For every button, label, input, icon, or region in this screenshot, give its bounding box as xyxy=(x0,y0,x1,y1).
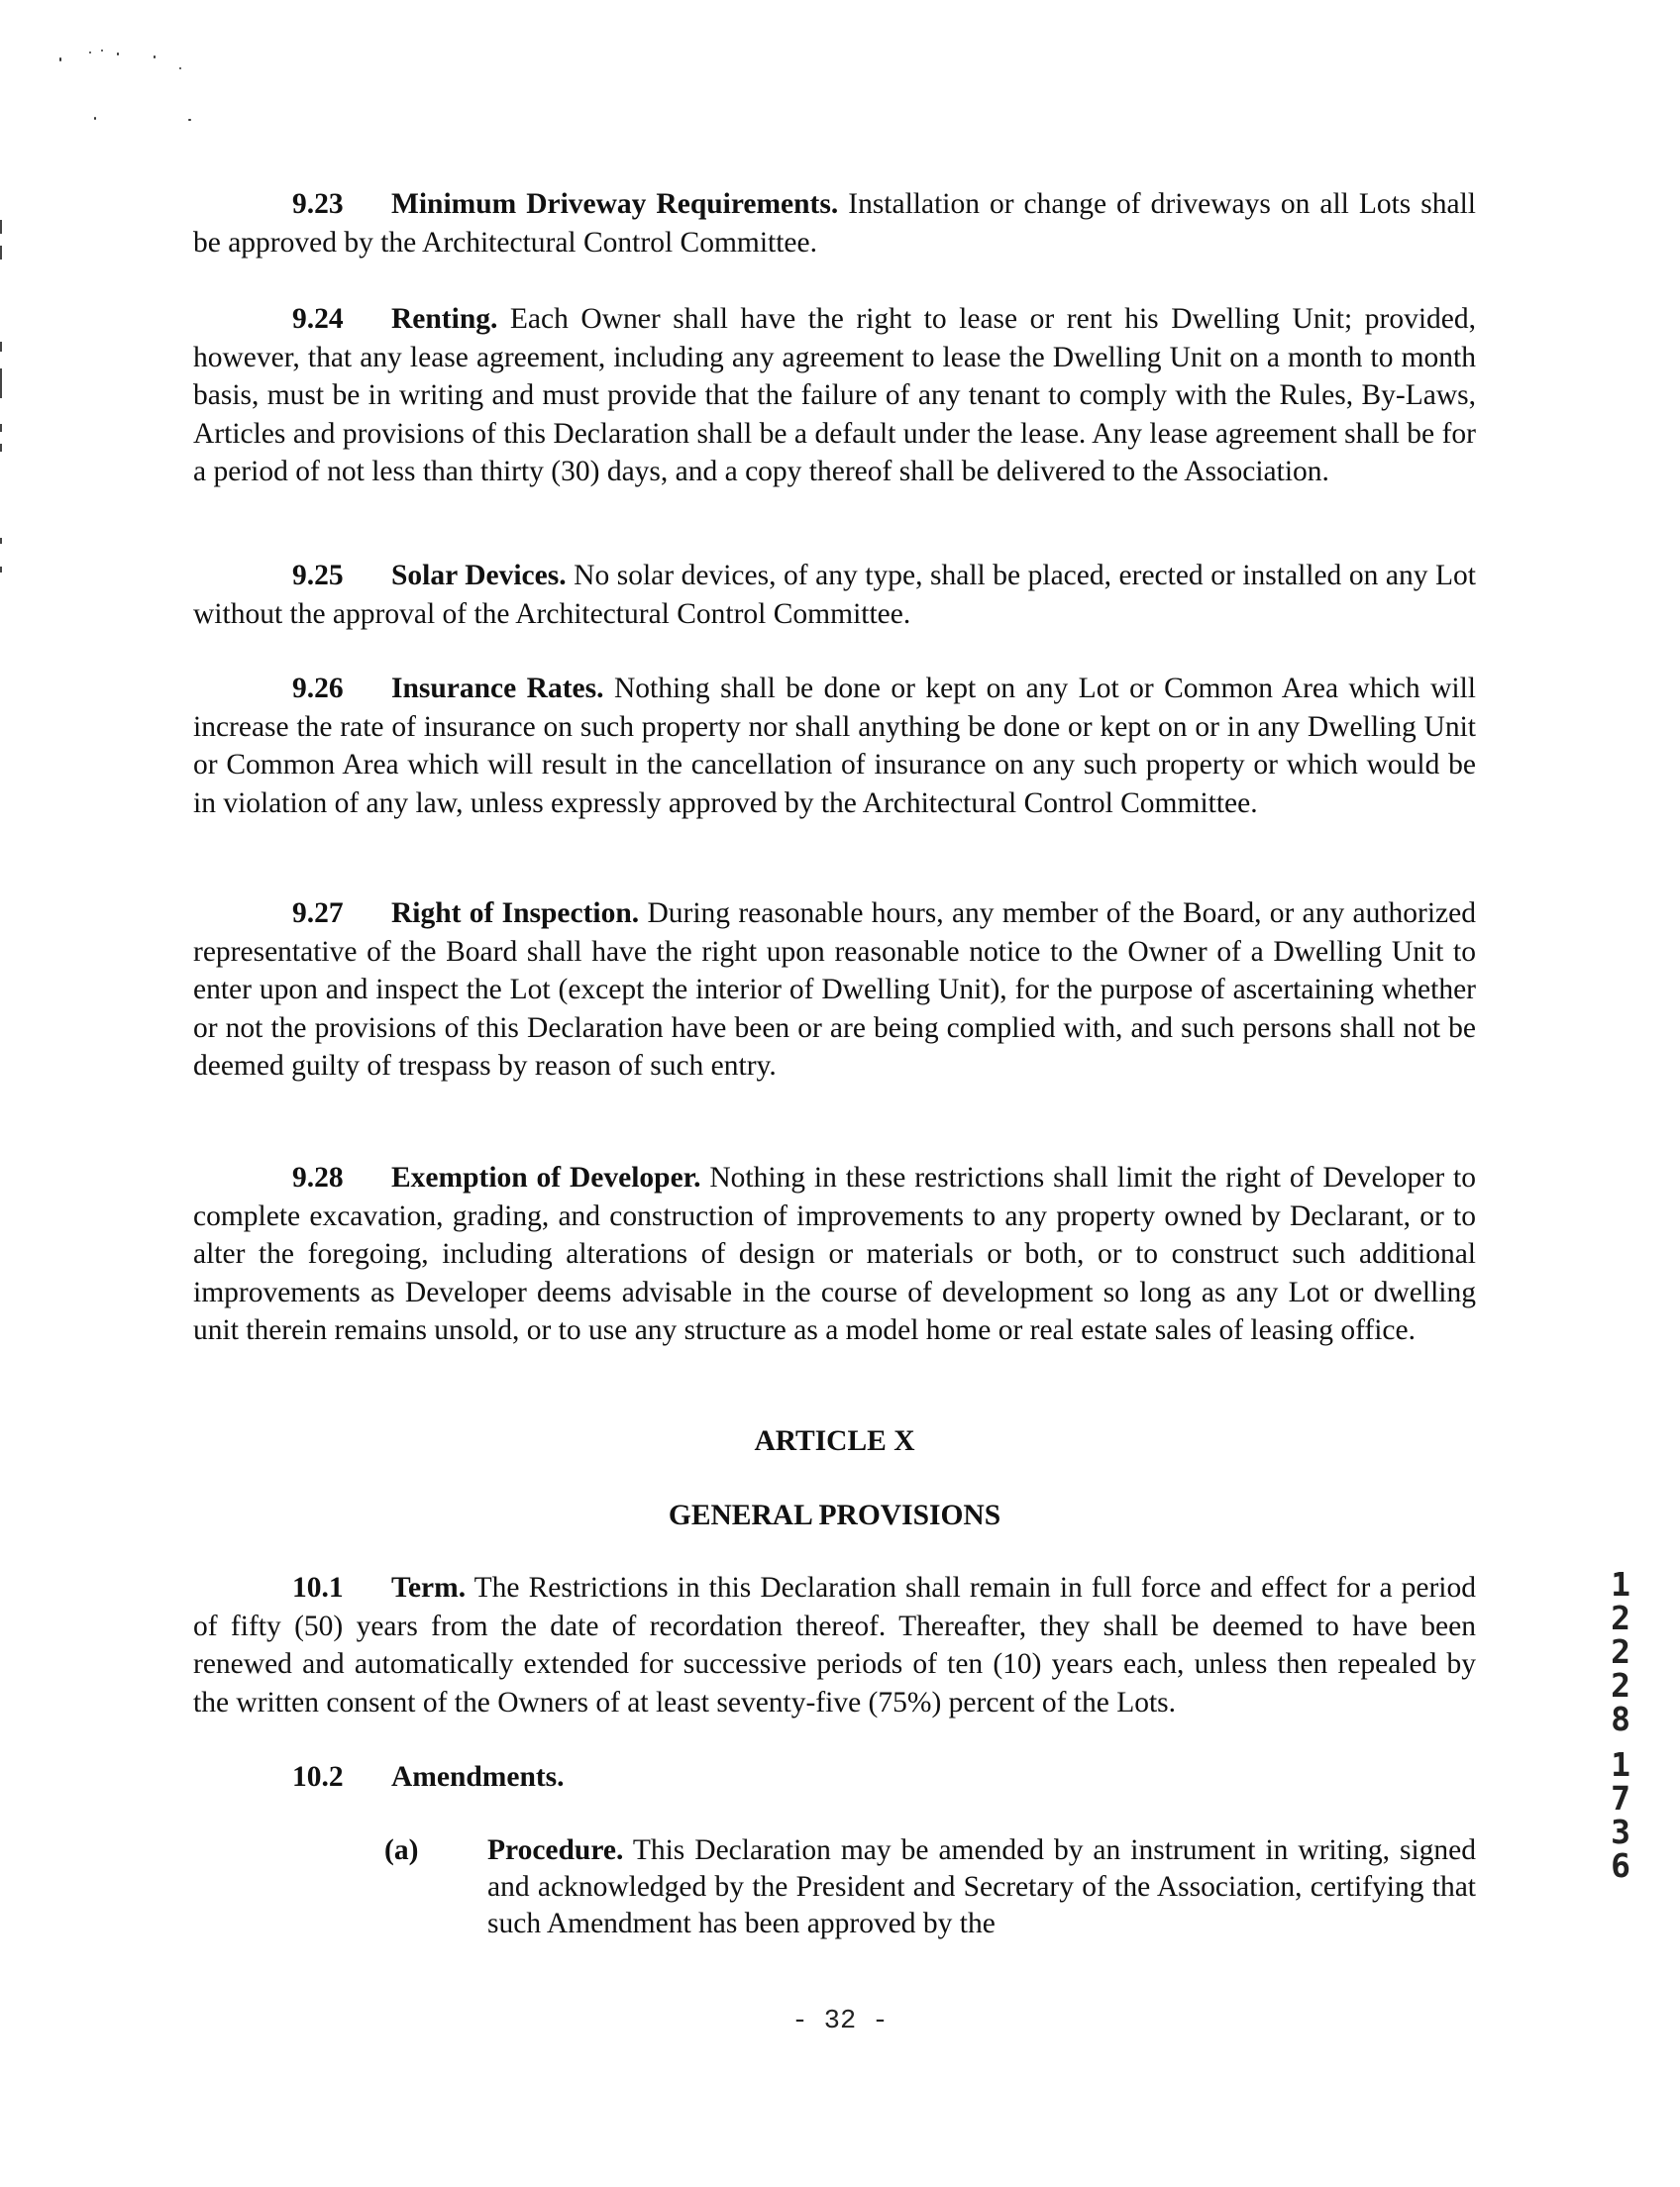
scan-speck xyxy=(89,52,91,53)
scan-speck xyxy=(154,55,156,58)
section-title: Minimum Driveway Requirements. xyxy=(391,188,839,220)
scan-edge-mark xyxy=(0,246,2,260)
section-10-2 xyxy=(292,1758,1476,1796)
section-number: 9.25 xyxy=(292,560,344,591)
scan-edge-mark xyxy=(0,444,2,452)
section-text: Installation or change of driveways on all Lots shall be approved by the Architectural Control Committee. xyxy=(193,188,1476,259)
scan-edge-mark xyxy=(0,220,2,234)
stamp-digit: 3 xyxy=(1611,1813,1630,1851)
section-number: 9.26 xyxy=(292,673,344,704)
stamp-digit: 6 xyxy=(1611,1846,1630,1885)
section-number: 10.1 xyxy=(292,1572,344,1604)
scan-edge-mark xyxy=(0,538,2,544)
scan-speck xyxy=(188,119,191,121)
section-text: No solar devices, of any type, shall be placed, erected or installed on any Lot without the approval of the Architectural Control Committee. xyxy=(193,560,1476,630)
article-title: ARTICLE X xyxy=(754,1425,915,1457)
scan-speck xyxy=(59,57,61,61)
section-title: Right of Inspection. xyxy=(391,897,640,929)
section-title: Solar Devices. xyxy=(391,560,567,591)
section-title: Amendments. xyxy=(391,1761,565,1793)
section-number: 9.24 xyxy=(292,303,344,335)
stamp-digit: 1 xyxy=(1611,1565,1630,1604)
stamp-digit: 1 xyxy=(1611,1745,1630,1784)
article-subtitle: GENERAL PROVISIONS xyxy=(668,1500,1001,1531)
section-text: Each Owner shall have the right to lease or rent his Dwelling Unit; provided, however, that any lease agreement, including any agreement to lease the Dwelling Unit on a month to month basis, must be in writing and must provide that the failure of any tenant to comply with the Rules, By-Laws, Articles and provisions of this Declaration shall be a default under the lease. Any lease agreement shall be for a period of not less than thirty (30) days, and a copy thereof shall be delivered to the Association. xyxy=(193,303,1476,487)
section-number: 9.27 xyxy=(292,897,344,929)
stamp-digit: 8 xyxy=(1611,1700,1630,1738)
scan-speck xyxy=(94,117,96,120)
stamp-digit: 2 xyxy=(1611,1666,1630,1705)
section-number: 9.28 xyxy=(292,1162,344,1194)
section-title: Renting. xyxy=(391,303,498,335)
section-10-1 xyxy=(193,1569,1476,1721)
section-9-26 xyxy=(193,670,1476,822)
section-9-23 xyxy=(193,185,1476,261)
scan-speck xyxy=(117,52,119,55)
section-9-24 xyxy=(193,300,1476,491)
recording-stamp-page xyxy=(1601,1745,1640,1885)
scan-speck xyxy=(101,50,103,52)
section-title: Term. xyxy=(391,1572,467,1604)
section-number: 9.23 xyxy=(292,188,344,220)
section-9-27 xyxy=(193,894,1476,1086)
section-title: Exemption of Developer. xyxy=(391,1162,701,1194)
recording-stamp-book xyxy=(1601,1565,1640,1738)
section-title: Insurance Rates. xyxy=(391,673,604,704)
scan-edge-mark xyxy=(0,342,2,352)
stamp-digit: 2 xyxy=(1611,1599,1630,1637)
scan-speck xyxy=(179,67,181,69)
page-number: - 32 - xyxy=(791,2007,889,2036)
section-number: 10.2 xyxy=(292,1761,344,1793)
section-9-25 xyxy=(193,557,1476,633)
section-9-28 xyxy=(193,1159,1476,1350)
subsection-text: This Declaration may be amended by an instrument in writing, signed and acknowledged by the President and Secretary of the Association, certifying that such Amendment has been approved by the xyxy=(487,1834,1476,1939)
scan-edge-mark xyxy=(0,424,2,432)
section-text: Nothing shall be done or kept on any Lot or Common Area which will increase the rate of insurance on such property nor shall anything be done or kept on or in any Dwelling Unit or Common Area which will result in the cancellation of insurance on any such property or which would be in violation of any law, unless expressly approved by the Architectural Control Committee. xyxy=(193,673,1476,819)
scan-edge-mark xyxy=(0,368,2,398)
section-text: During reasonable hours, any member of the Board, or any authorized representative of the Board shall have the right upon reasonable notice to the Owner of a Dwelling Unit to enter upon and inspect the Lot (except the interior of Dwelling Unit), for the purpose of ascertaining whether or not the provisions of this Declaration have been or are being complied with, and such persons shall not be deemed guilty of trespass by reason of such entry. xyxy=(193,897,1476,1082)
scan-edge-mark xyxy=(0,567,2,573)
subsection-marker: (a) xyxy=(384,1834,419,1866)
stamp-digit: 2 xyxy=(1611,1632,1630,1671)
subsection-a xyxy=(386,1832,1476,1942)
section-text: The Restrictions in this Declaration shall remain in full force and effect for a period of fifty (50) years from the date of recordation thereof. Thereafter, they shall be deemed to have been renewed and automatically extended for successive periods of ten (10) years each, unless then repealed by the written consent of the Owners of at least seventy-five (75%) percent of the Lots. xyxy=(193,1572,1476,1718)
section-text: Nothing in these restrictions shall limit the right of Developer to complete excavation, grading, and construction of improvements to any property owned by Declarant, or to alter the foregoing, including alterations of design or materials or both, or to construct such additional improvements as Developer deems advisable in the course of development so long as any Lot or dwelling unit therein remains unsold, or to use any structure as a model home or real estate sales of leasing office. xyxy=(193,1162,1476,1346)
subsection-title: Procedure. xyxy=(487,1834,624,1866)
stamp-digit: 7 xyxy=(1611,1779,1630,1818)
